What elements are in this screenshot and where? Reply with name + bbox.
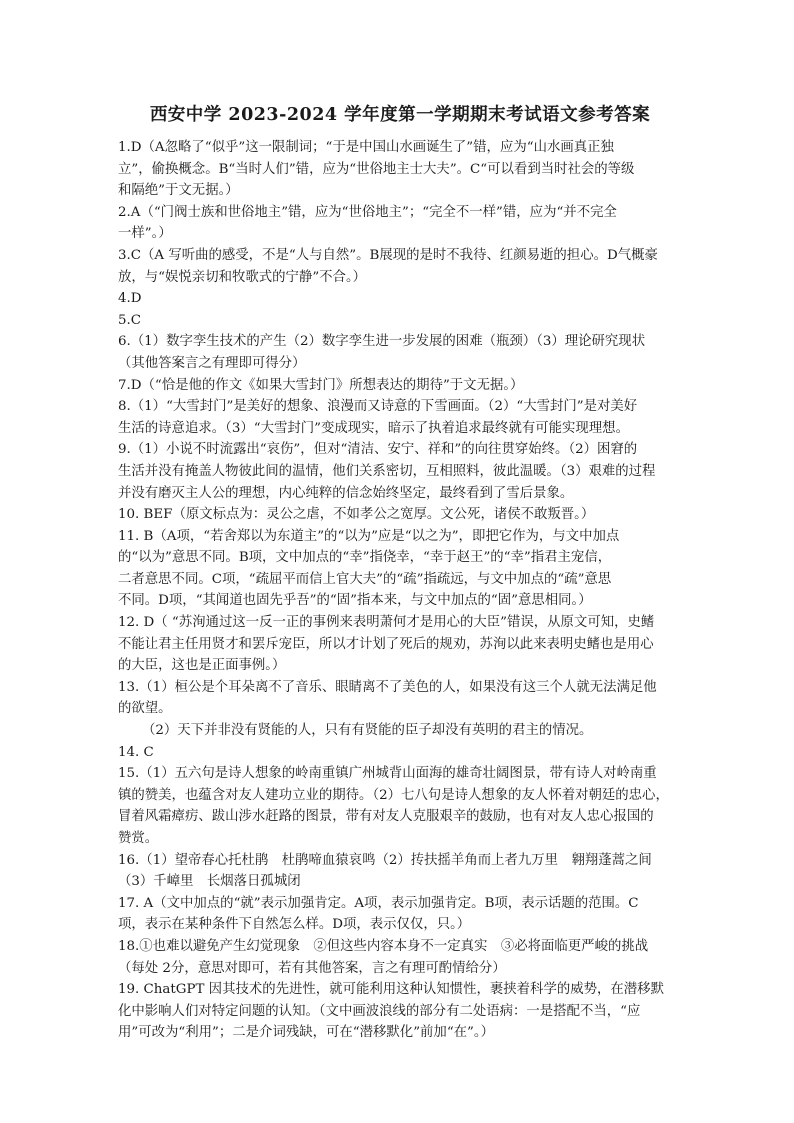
answer-line: 17. A（文中加点的“就”表示加强肯定。A项，表示加强肯定。B项，表示话题的范围。C: [118, 895, 639, 911]
answer-line: 二者意思不同。C项，“疏屈平而信上官大夫”的“疏”指疏远，与文中加点的“疏”意思: [118, 571, 612, 587]
answer-line: 2.A（“门阀士族和世俗地主”错，应为“世俗地主”；“完全不一样”错，应为“并不完全: [118, 204, 617, 220]
answer-line: 的大臣，这也是正面事例。）: [118, 658, 286, 674]
answer-line: （2）天下并非没有贤能的人，只有有贤能的臣子却没有英明的君主的情况。: [142, 723, 593, 739]
answer-line: 7.D（“恰是他的作文《如果大雪封门》所想表达的期待”于文无据。）: [118, 377, 524, 393]
answer-line: 项，表示在某种条件下自然怎么样。D项，表示仅仅，只。）: [118, 917, 471, 933]
answer-line: 15.（1）五六句是诗人想象的岭南重镇广州城背山面海的雄奇壮阔图景，带有诗人对岭南重: [118, 766, 657, 782]
answer-line: 放，与“娱悦亲切和牧歌式的宁静”不合。）: [118, 269, 367, 285]
answer-line: 镇的赞美，也蕴含对友人建功立业的期待。（2）七八句是诗人想象的友人怀着对朝廷的忠心，: [118, 787, 669, 803]
answer-list: [118, 137, 682, 1044]
answer-line: 一样”。）: [118, 226, 172, 242]
answer-line: 立”，偷换概念。B“当时人们”错，应为“世俗地主士大夫”。C“可以看到当时社会的等级: [118, 161, 635, 177]
answer-line: 并没有磨灭主人公的理想，内心纯粹的信念始终坚定，最终看到了雪后景象。: [118, 485, 574, 501]
answer-line: 的“以为”意思不同。B项，文中加点的“幸”指侥幸，“幸于赵王”的“幸”指君主宠信，: [118, 550, 612, 566]
answer-line: 13.（1）桓公是个耳朵离不了音乐、眼睛离不了美色的人，如果没有这三个人就无法满足他: [118, 679, 657, 695]
answer-line: 不同。D项，“其闻道也固先乎吾”的“固”指本来，与文中加点的“固”意思相同。）: [118, 593, 592, 609]
answer-line: 1.D（A忽略了“似乎”这一限制词；“于是中国山水画诞生了”错，应为“山水画真正独: [118, 140, 614, 155]
answer-line: 5.C: [118, 312, 142, 328]
answer-line: 10. BEF（原文标点为：灵公之虐，不如孝公之宽厚。文公死，诸侯不敢叛晋。）: [118, 507, 595, 523]
answer-line: 生活的诗意追求。（3）“大雪封门”变成现实，暗示了执着追求最终就有可能实现理想。: [118, 420, 629, 436]
answer-line: 19. ChatGPT 因其技术的先进性，就可能利用这种认知惯性，裹挟着科学的威势，在潜移默: [118, 982, 664, 998]
answer-line: 的欲望。: [118, 701, 172, 717]
document-title: 西安中学 2023-2024 学年度第一学期期末考试语文参考答案: [149, 105, 651, 125]
answer-line: 4.D: [118, 291, 142, 307]
answer-line: 8.（1）“大雪封门”是美好的想象、浪漫而又诗意的下雪画面。（2）“大雪封门”是对美好: [118, 399, 638, 415]
answer-line: 16.（1）望帝春心托杜鹃 杜鹃啼血猿哀鸣（2）抟扶摇羊角而上者九万里 翱翔蓬蒿之间: [118, 852, 652, 868]
answer-line: 赞赏。: [118, 831, 159, 846]
answer-line: 9.（1）小说不时流露出“哀伤”，但对“清洁、安宁、祥和”的向往贯穿始终。（2）困窘的: [118, 442, 638, 458]
answer-line: （其他答案言之有理即可得分）: [118, 355, 306, 371]
answer-line: 12. D（ “苏洵通过这一反一正的事例来表明萧何才是用心的大臣”错误，从原文可知，史鳍: [118, 615, 655, 631]
answer-line: 18.①也难以避免产生幻觉现象 ②但这些内容本身不一定真实 ③必将面临更严峻的挑战: [118, 938, 649, 954]
answer-line: （3）千嶂里 长烟落日孤城闭: [118, 874, 301, 890]
answer-line: 14. C: [118, 744, 154, 760]
answer-line: （每处 2分，意思对即可，若有其他答案，言之有理可酌情给分）: [118, 960, 506, 976]
answer-line: 不能让君主任用贤才和罢斥宠臣，所以才计划了死后的规劝，苏洵以此来表明史鳍也是用心: [118, 636, 654, 652]
answer-line: 6.（1）数字孪生技术的产生（2）数字孪生进一步发展的困难（瓶颈）（3）理论研究现状: [118, 334, 646, 350]
answer-line: 11. B（A项，“若舍郑以为东道主”的“以为”应是“以之为”，即把它作为，与文中加点: [118, 528, 620, 544]
answer-line: 化中影响人们对特定问题的认知。（文中画波浪线的部分有二处语病：一是搭配不当，“应: [118, 1003, 641, 1019]
answer-line: 生活并没有掩盖人物彼此间的温情，他们关系密切，互相照料，彼此温暖。（3）艰难的过程: [118, 463, 656, 479]
answer-line: 冒着风霜瘴疠、跋山涉水赶路的图景，带有对友人克服艰辛的鼓励，也有对友人忠心报国的: [118, 809, 654, 825]
answer-line: 用”可改为“利用”；二是介词残缺，可在“潜移默化”前加“在”。）: [118, 1025, 494, 1041]
answer-line: 3.C（A 写听曲的感受，不是“人与自然”。B展现的是时不我待、红颜易逝的担心。D气概豪: [118, 247, 658, 263]
answer-line: 和隔绝”于文无据。）: [118, 183, 239, 199]
